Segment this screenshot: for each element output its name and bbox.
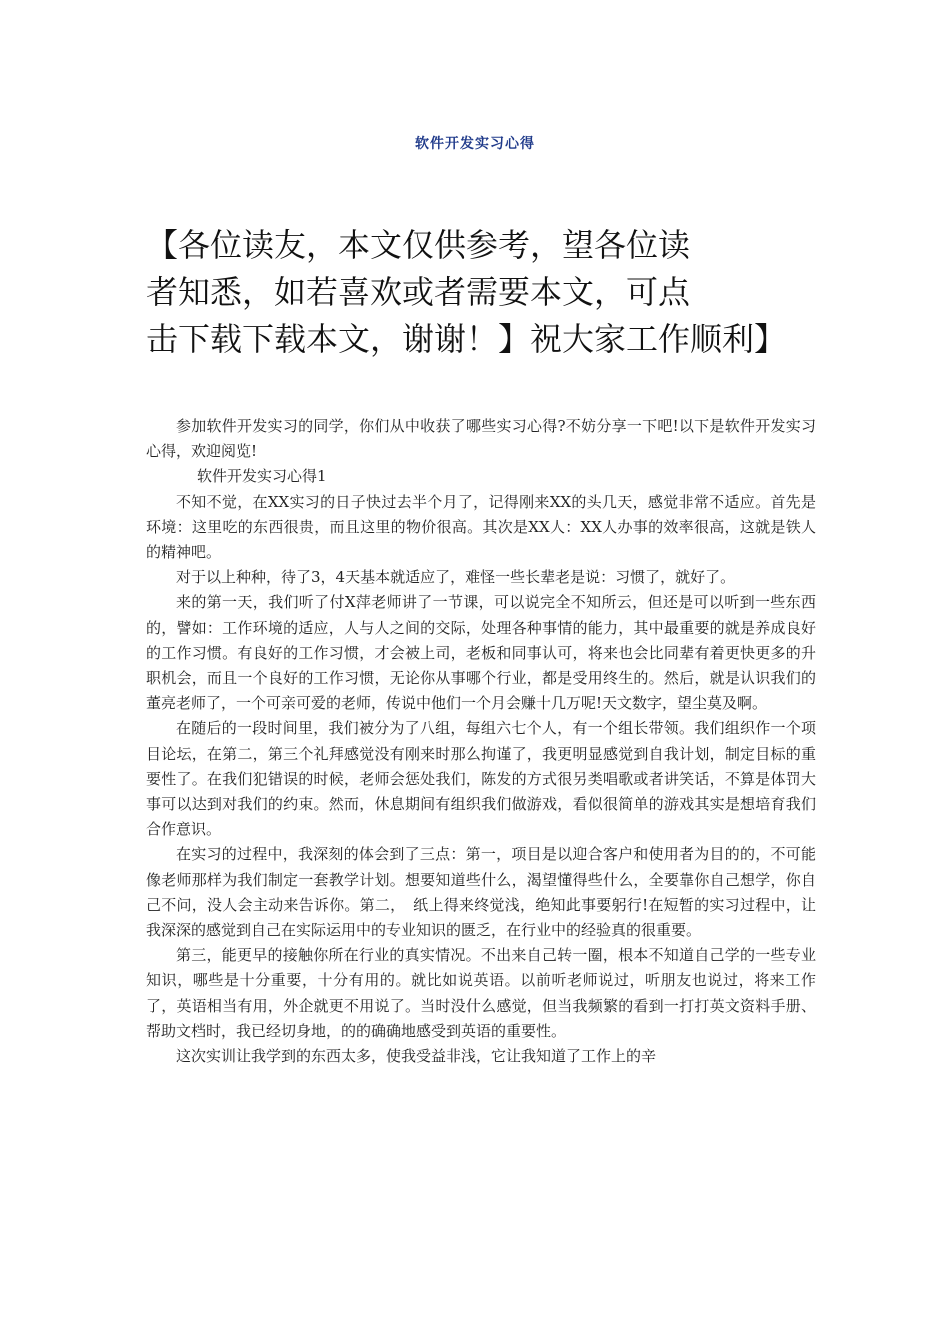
body-paragraph: 来的第一天，我们听了付X萍老师讲了一节课，可以说完全不知所云，但还是可以听到一些东西的，譬如：工作环境的适应，人与人之间的交际，处理各种事情的能力，其中最重要的就是养成良好的工作习惯。有良好的工作习惯，才会被上司，老板和同事认可，将来也会比同辈有着更快更多的升职机会，而且一个良好的工作习惯，无论你从事哪个行业，都是受用终生的。然后，就是认识我们的董亮老师了，一个可亲可爱的老师，传说中他们一个月会赚十几万呢!天文数字，望尘莫及啊。 <box>146 593 816 713</box>
body-paragraph: 在随后的一段时间里，我们被分为了八组，每组六七个人，有一个组长带领。我们组织作一个项目论坛，在第二，第三个礼拜感觉没有刚来时那么拘谨了，我更明显感觉到自我计划，制定目标的重要性了。在我们犯错误的时候，老师会惩处我们，陈发的方式很另类唱歌或者讲笑话，不算是体罚大事可以达到对我们的约束。然而，休息期间有组织我们做游戏，看似很简单的游戏其实是想培育我们合作意识。 <box>146 719 816 839</box>
notice-line: 击下载下载本文，谢谢！】祝大家工作顺利】 <box>146 320 787 358</box>
body-paragraph: 不知不觉，在XX实习的日子快过去半个月了，记得刚来XX的头几天，感觉非常不适应。首先是环境：这里吃的东西很贵，而且这里的物价很高。其次是XX人：XX人办事的效率很高，这就是铁人的精神吧。 <box>146 492 816 562</box>
body-paragraph: 对于以上种种，待了3，4天基本就适应了，难怪一些长辈老是说：习惯了，就好了。 <box>176 568 736 587</box>
document-title: 软件开发实习心得 <box>415 136 535 152</box>
notice-line: 【各位读友，本文仅供参考，望各位读 <box>146 226 691 264</box>
notice-line: 者知悉，如若喜欢或者需要本文，可点 <box>146 273 691 311</box>
body-paragraph: 这次实训让我学到的东西太多，使我受益非浅，它让我知道了工作上的辛 <box>176 1047 657 1066</box>
body-paragraph: 第三，能更早的接触你所在行业的真实情况。不出来自己转一圈，根本不知道自己学的一些专业知识，哪些是十分重要，十分有用的。就比如说英语。以前听老师说过，听朋友也说过，将来工作了，英语相当有用，外企就更不用说了。当时没什么感觉，但当我频繁的看到一打打英文资料手册、帮助文档时，我已经切身地，的的确确地感受到英语的重要性。 <box>146 946 816 1040</box>
document-body <box>146 414 816 1069</box>
body-paragraph: 在实习的过程中，我深刻的体会到了三点：第一，项目是以迎合客户和使用者为目的的，不可能像老师那样为我们制定一套教学计划。想要知道些什么，渴望懂得些什么，全要靠你自己想学，你自己不问，没人会主动来告诉你。第二， 纸上得来终觉浅，绝知此事要躬行!在短暂的实习过程中，让我深深的感觉到自己在实际运用中的专业知识的匮乏，在行业中的经验真的很重要。 <box>146 845 816 940</box>
section-heading: 软件开发实习心得1 <box>197 467 327 486</box>
intro-paragraph: 参加软件开发实习的同学，你们从中收获了哪些实习心得?不妨分享一下吧!以下是软件开发实习心得，欢迎阅览! <box>146 417 816 461</box>
download-notice <box>146 222 786 363</box>
